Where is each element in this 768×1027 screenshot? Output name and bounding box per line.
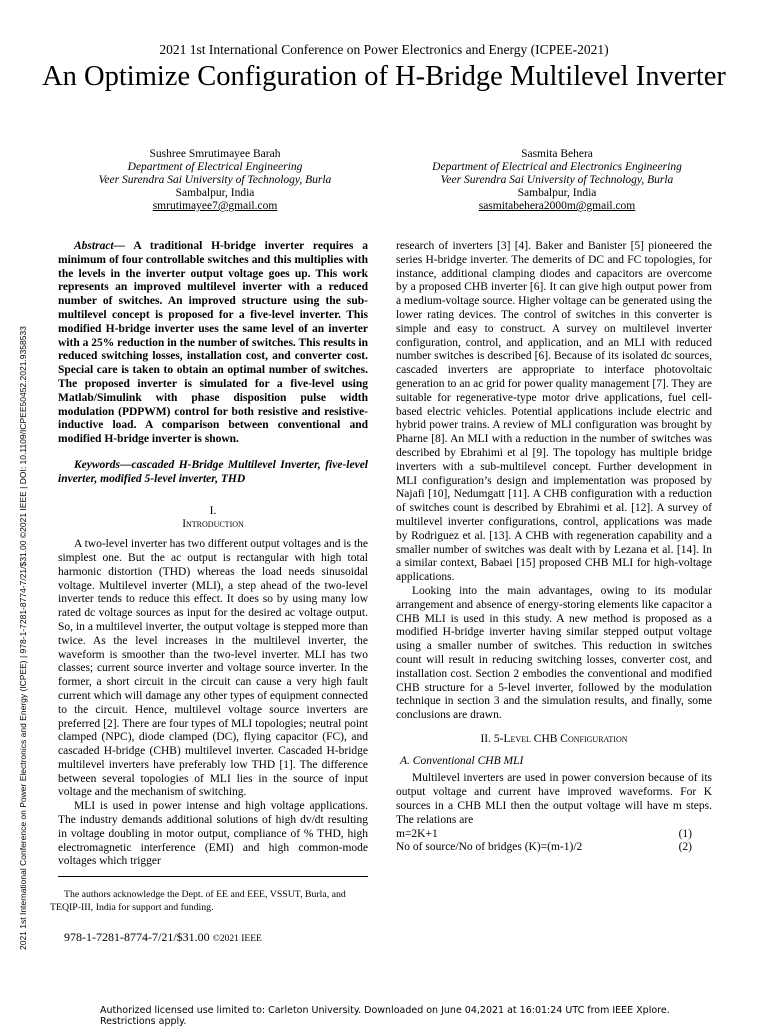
paragraph: Looking into the main advantages, owing to its modular arrangement and absence of energy-storing elements like capacitor a CHB MLI is used in this study. A new method is proposed as a modified H-bridge inverter having similar stepped output voltage using a smaller number of switches. This reduction in switches count will result in reducing switching losses, converter cost, and installation cost. Section 2 embodies the conventional and modified CHB structure for a 5-level inverter, followed by the modulation technique in section 3 and the simulation results, and finally, some conclusions are drawn. — [396, 584, 712, 722]
copyright-line — [64, 930, 262, 945]
author-department: Department of Electrical and Electronics Engineering — [432, 161, 682, 173]
author-block-2 — [412, 148, 702, 213]
abstract-lead: Abstract— — [74, 240, 126, 252]
footnote: The authors acknowledge the Dept. of EE and EEE, VSSUT, Burla, and TEQIP-III, India for support and funding. — [50, 889, 346, 913]
abstract — [58, 240, 368, 447]
author-location: Sambalpur, India — [517, 187, 597, 199]
isbn-price: 978-1-7281-8774-7/21/$31.00 — [64, 930, 213, 944]
equation-number: (2) — [678, 841, 692, 854]
footnote-rule — [58, 876, 368, 877]
paragraph: A two-level inverter has two different output voltages and is the simplest one. But the ac output is rectangular with high total harmonic distortion (THD) whereas the load needs sinusoidal voltage. Multilevel inverter (MLI), a step ahead of the two-level inverter tends to reduce this effect. It does so by using many low rated dc voltage sources as input for the desired ac voltage output. So, in a multilevel inverter, the output voltage is stepped more than twice. As the level increases in the multilevel inverter, the waveform is smoother than the two-level inverter. MLI has two classes; current source inverter and voltage source inverter. In the former, a short circuit in the circuit can cause a very high fault current which will damage any other types of equipment connected to the circuit. Hence, multilevel voltage source inverters are preferred [2]. There are four types of MLI topologies; neutral point clamped (NPC), diode clamped (DC), flying capacitor (FC), and cascaded H-bridge (CHB) multilevel inverter. Cascaded H-bridge multilevel inverters have preferably low THD [1]. The difference between several topologies of MLI lies in the source of input voltage and the mechanism of switching. — [58, 538, 368, 799]
equation-number: (1) — [678, 827, 692, 840]
paragraph: MLI is used in power intense and high voltage applications. The industry demands additional solutions of high dv/dt resulting in voltage doubling in motor output, compliance of % THD, high electromagnetic interference (EMI) and high common-mode voltages which trigger — [58, 800, 368, 868]
author-email[interactable]: smrutimayee7@gmail.com — [152, 200, 278, 212]
paper-title: An Optimize Configuration of H-Bridge Multilevel Inverter — [42, 61, 726, 92]
paragraph: Multilevel inverters are used in power conversion because of its output voltage and current have improved waveforms. For K sources in a CHB MLI then the output voltage will have m steps. The relations are — [396, 772, 712, 826]
conference-header: 2021 1st International Conference on Power Electronics and Energy (ICPEE-2021) — [159, 42, 609, 57]
author-university: Veer Surendra Sai University of Technology, Burla — [98, 174, 332, 186]
equation-expr: m=2K+1 — [396, 827, 438, 840]
author-email[interactable]: sasmitabehera2000m@gmail.com — [478, 200, 636, 212]
equation-1 — [396, 828, 712, 842]
keywords: Keywords—cascaded H-Bridge Multilevel Inverter, five-level inverter, modified 5-level inverter, THD — [58, 458, 368, 485]
equation-2 — [396, 841, 712, 855]
author-name: Sushree Smrutimayee Barah — [149, 148, 281, 160]
license-notice: Authorized licensed use limited to: Carleton University. Downloaded on June 04,2021 at 16:01:24 UTC from IEEE Xplore. Restrictions apply. — [100, 1005, 670, 1027]
subsection-title: A. Conventional CHB MLI — [400, 754, 524, 767]
abstract-text: A traditional H-bridge inverter requires a minimum of four controllable switches and this multiplies with the levels in the inverter output voltage goes up. This work represents an improved multilevel inverter with a reduced number of switches. An improved structure using the sub-multilevel concept is proposed for a five-level inverter. This modified H-bridge inverter uses the same level of an inverter with a 25% reduction in the number of switches. This results in reduced switching losses, installation cost, and converter cost. Special care is taken to obtain an optimal number of switches. The proposed inverter is simulated for a five-level using Matlab/Simulink with phase disposition pulse width modulation (PDPWM) control for both resistive and resistive-inductive load. A comparison between conventional and modified H-bridge inverter is shown. — [58, 240, 368, 446]
left-column — [58, 240, 368, 869]
copyright-mark: ©2021 IEEE — [212, 934, 262, 944]
section-title: II. 5-Level CHB Configuration — [480, 732, 628, 745]
author-block-1 — [70, 148, 360, 213]
author-university: Veer Surendra Sai University of Technology, Burla — [440, 174, 674, 186]
side-citation: 2021 1st International Conference on Power Electronics and Energy (ICPEE) | 978-1-7281-8774-7/21/$31.00 ©2021 IEEE | DOI: 10.1109/ICPEE50452.2021.9358533 — [18, 326, 28, 950]
equation-expr: No of source/No of bridges (K)=(m-1)/2 — [396, 841, 583, 854]
right-column — [396, 240, 712, 855]
section-title: Introduction — [182, 518, 244, 531]
author-name: Sasmita Behera — [521, 148, 593, 160]
paragraph: research of inverters [3] [4]. Baker and Banister [5] pioneered the series H-bridge inverter. The demerits of DC and FC topologies, for instance, additional clamping diodes and capacitors are overcome by a proposed CHB inverter [6]. It can give high output power from a medium-voltage source. Higher voltage can be generated using the lower rating devices. The control of switches in this converter is simple and easy to construct. A survey on multilevel inverter configuration, control, and application, and an MLI with reduced number switches is described [6]. Because of its isolated dc sources, cascaded inverters are appropriate to interface photovoltaic generation to an ac grid for power quality management [7]. They are suitable for regenerative-type motor drive applications, fuel cell-based electric vehicles. Potential applications include electric and hybrid power trains. A review of MLI configuration was brought by Pharne [8]. An MLI with a reduction in the number of switches was described by Ebrahimi et al [9]. The topology has multiple bridge inverters with a sub-multilevel concept. Further development in MLI configuration’s design and implementation was proposed by Najafi [10], Nedumgatt [11]. A CHB configuration with a reduction of switches count is described by Ebrahimi et al. [12]. A survey of multilevel inverter configurations, control, applications was made by Rodriguez et al. [13]. A CHB with regeneration capability and a smaller number of switches was dealt with by Lezana et al. [14]. In a similar context, Babaei [15] proposed CHB MLI for high-voltage applications. — [396, 240, 712, 584]
author-location: Sambalpur, India — [175, 187, 255, 199]
author-department: Department of Electrical Engineering — [127, 161, 303, 173]
section-number: I. — [209, 504, 217, 517]
